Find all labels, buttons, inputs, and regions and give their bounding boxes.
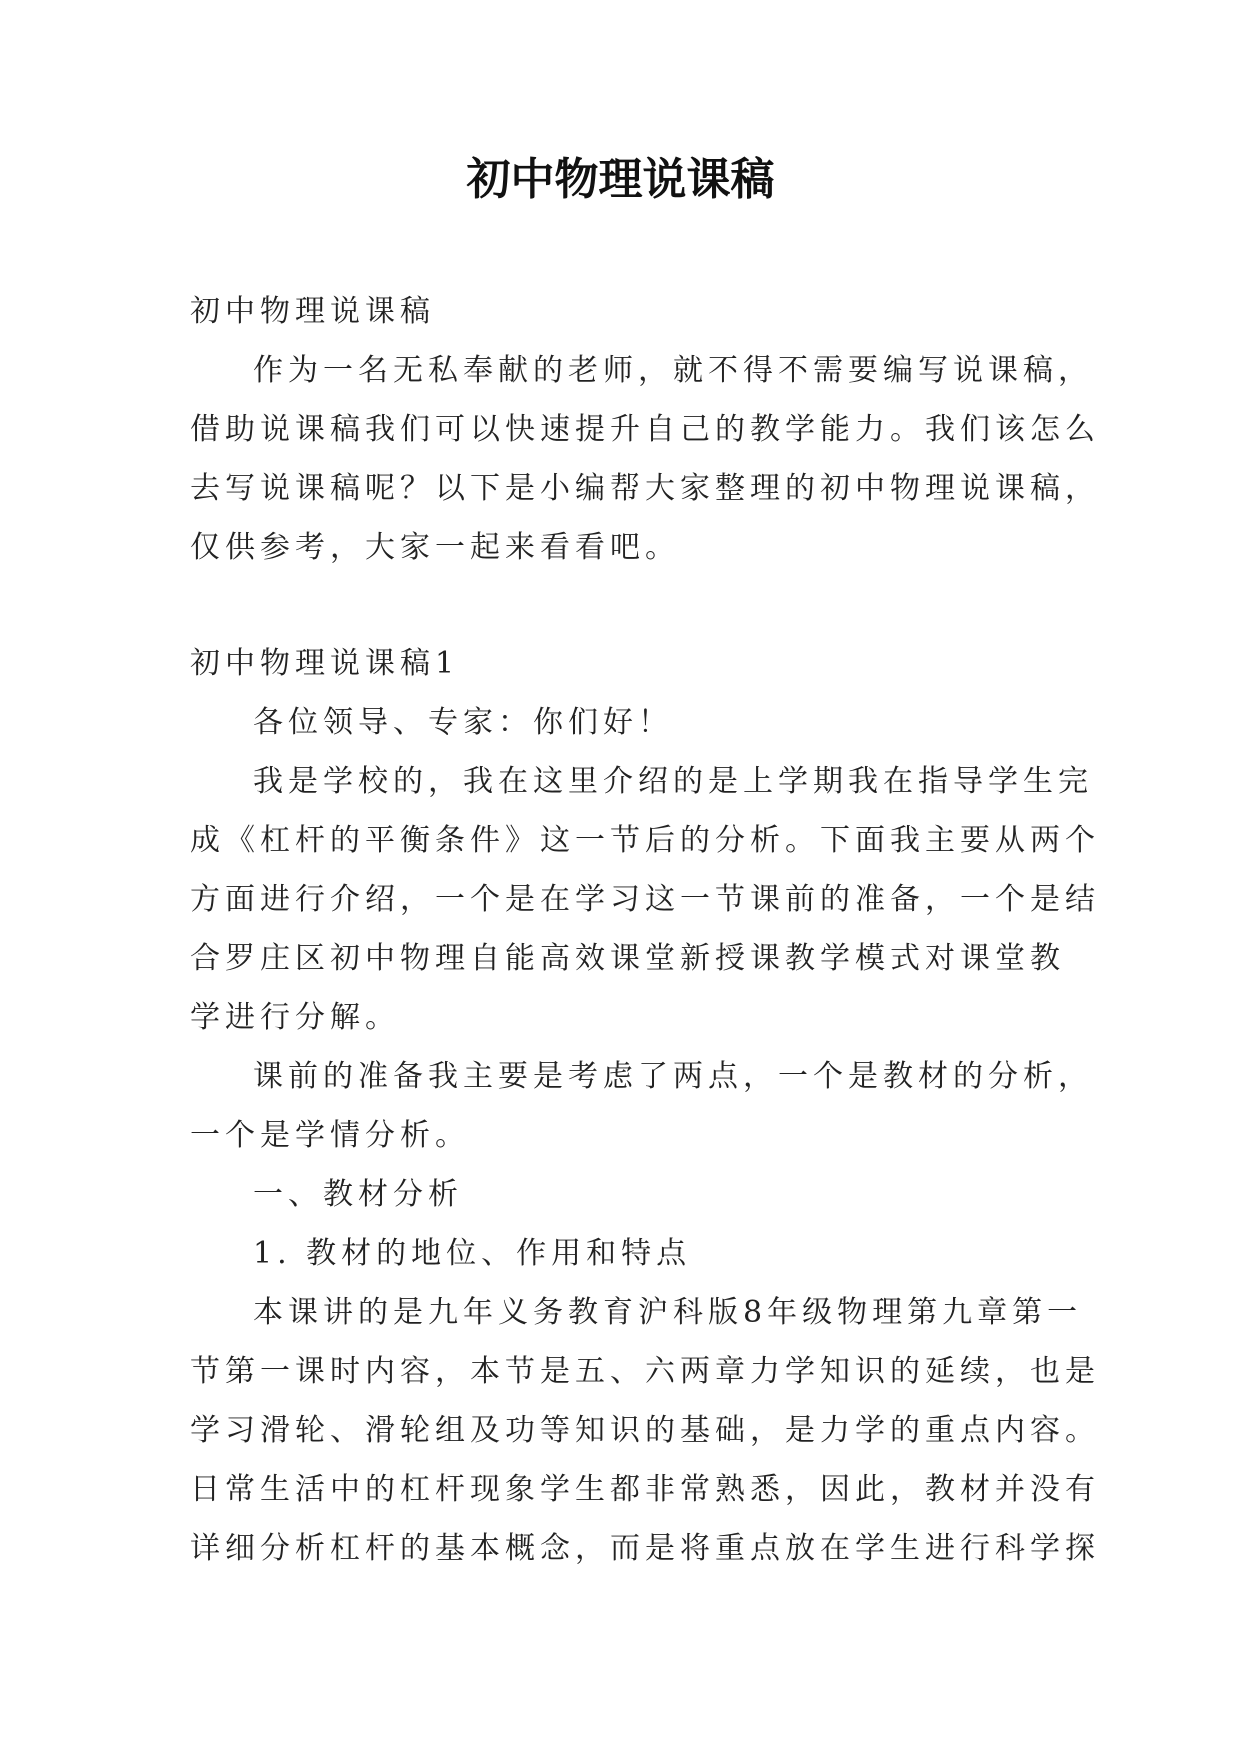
greeting-line: 各位领导、专家：你们好！ xyxy=(253,705,673,740)
document-title: 初中物理说课稿 xyxy=(466,154,775,205)
paragraph-line: 日常生活中的杠杆现象学生都非常熟悉，因此，教材并没有 xyxy=(190,1472,1100,1507)
paragraph-line: 借助说课稿我们可以快速提升自己的教学能力。我们该怎么 xyxy=(190,412,1100,447)
paragraph-line: 去写说课稿呢？以下是小编帮大家整理的初中物理说课稿， xyxy=(190,471,1100,506)
paragraph-line: 仅供参考，大家一起来看看吧。 xyxy=(190,530,680,565)
paragraph-line: 一个是学情分析。 xyxy=(190,1118,470,1153)
paragraph-line: 合罗庄区初中物理自能高效课堂新授课教学模式对课堂教 xyxy=(190,941,1065,976)
paragraph-line: 详细分析杠杆的基本概念，而是将重点放在学生进行科学探 xyxy=(190,1531,1100,1566)
paragraph-line: 节第一课时内容，本节是五、六两章力学知识的延续，也是 xyxy=(190,1354,1100,1389)
subsection-heading: 一、教材分析 xyxy=(253,1177,463,1212)
intro-heading: 初中物理说课稿 xyxy=(190,294,435,329)
paragraph-line: 学习滑轮、滑轮组及功等知识的基础，是力学的重点内容。 xyxy=(190,1413,1100,1448)
paragraph-line: 本课讲的是九年义务教育沪科版8年级物理第九章第一 xyxy=(253,1295,1083,1330)
paragraph-line: 我是学校的，我在这里介绍的是上学期我在指导学生完 xyxy=(253,764,1093,799)
section-heading: 初中物理说课稿1 xyxy=(190,646,460,681)
paragraph-line: 学进行分解。 xyxy=(190,1000,400,1035)
subsection-heading: 1. 教材的地位、作用和特点 xyxy=(253,1236,692,1271)
paragraph-line: 成《杠杆的平衡条件》这一节后的分析。下面我主要从两个 xyxy=(190,823,1100,858)
paragraph-line: 作为一名无私奉献的老师，就不得不需要编写说课稿， xyxy=(253,353,1093,388)
paragraph-line: 方面进行介绍，一个是在学习这一节课前的准备，一个是结 xyxy=(190,882,1100,917)
paragraph-line: 课前的准备我主要是考虑了两点，一个是教材的分析， xyxy=(253,1059,1093,1094)
